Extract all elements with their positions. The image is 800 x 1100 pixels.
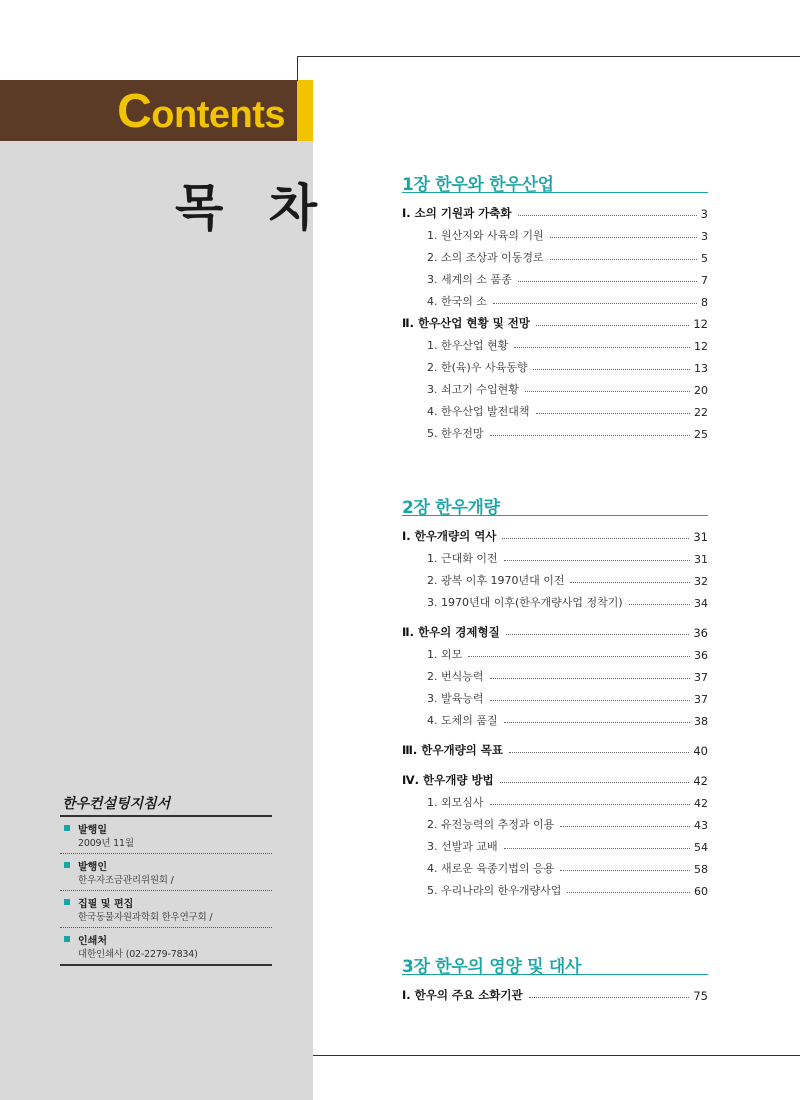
- colophon-title: 한우컨설팅지침서: [62, 796, 171, 812]
- toc-subsection-title: 3. 세계의 소 품종: [427, 273, 512, 286]
- toc-page-number: 75: [693, 989, 708, 1003]
- toc-page-number: 43: [694, 819, 708, 832]
- contents-heading: [100, 84, 285, 139]
- dot-leader: [500, 782, 690, 783]
- colophon-label: [60, 858, 272, 872]
- toc-subsection-title: 1. 외모: [427, 648, 463, 661]
- toc-section[interactable]: [402, 736, 708, 758]
- toc-page-number: 31: [693, 530, 708, 544]
- toc-chapter-3: [402, 952, 708, 1003]
- toc-subsection-title: 2. 한(육)우 사육동향: [427, 361, 528, 374]
- dot-leader: [502, 538, 689, 539]
- toc-subsection[interactable]: [402, 706, 708, 728]
- toc-page-number: 25: [694, 428, 708, 441]
- dot-leader: [490, 804, 691, 805]
- dot-leader: [504, 722, 690, 723]
- frame-left-line: [297, 56, 298, 81]
- colophon-item: [60, 817, 272, 854]
- frame-bottom-line: [313, 1055, 800, 1056]
- page-title: 목 차: [175, 179, 332, 237]
- toc-page-number: 20: [694, 384, 708, 397]
- dot-leader: [550, 237, 697, 238]
- toc-subsection[interactable]: [402, 588, 708, 610]
- toc-subsection[interactable]: [402, 331, 708, 353]
- toc-chapter-2: [402, 493, 708, 898]
- toc-page-number: 42: [693, 774, 708, 788]
- toc-page-number: 37: [694, 693, 708, 706]
- colophon-value: 한우자조금관리위원회 /: [78, 875, 174, 886]
- toc-section-title: Ⅱ. 한우의 경제형질: [402, 625, 500, 639]
- toc-subsection-title: 4. 새로운 육종기법의 응용: [427, 862, 555, 875]
- dot-leader: [533, 369, 690, 370]
- toc-section[interactable]: [402, 766, 708, 788]
- toc-subsection[interactable]: [402, 788, 708, 810]
- toc-subsection-title: 1. 외모심사: [427, 796, 484, 809]
- toc-subsection[interactable]: [402, 544, 708, 566]
- toc-section-title: Ⅱ. 한우산업 현황 및 전망: [402, 316, 530, 330]
- toc-section-title: Ⅰ. 한우의 주요 소화기관: [402, 988, 523, 1002]
- toc-subsection-title: 4. 한우산업 발전대책: [427, 405, 530, 418]
- toc-page-number: 31: [694, 553, 708, 566]
- dot-leader: [504, 560, 690, 561]
- dot-leader: [525, 391, 690, 392]
- toc-page-number: 54: [694, 841, 708, 854]
- toc-subsection[interactable]: [402, 419, 708, 441]
- toc-subsection-title: 1. 근대화 이전: [427, 552, 498, 565]
- toc-page-number: 8: [701, 296, 708, 309]
- colophon-value: 대한인쇄사 (02-2279-7834): [78, 949, 198, 960]
- toc-subsection-title: 1. 한우산업 현황: [427, 339, 509, 352]
- toc-page-number: 36: [693, 626, 708, 640]
- toc-subsection[interactable]: [402, 287, 708, 309]
- toc-subsection-title: 5. 한우전망: [427, 427, 484, 440]
- contents-accent-bar: [297, 80, 313, 141]
- colophon-item: [60, 891, 272, 928]
- dot-leader: [490, 700, 691, 701]
- toc-section[interactable]: [402, 981, 708, 1003]
- toc-subsection-title: 3. 선발과 교배: [427, 840, 498, 853]
- toc-subsection-title: 2. 번식능력: [427, 670, 484, 683]
- square-bullet-icon: [64, 825, 70, 831]
- toc-section-title: Ⅲ. 한우개량의 목표: [402, 743, 504, 757]
- toc-subsection-title: 1. 원산지와 사육의 기원: [427, 229, 544, 242]
- colophon-label-text: 인쇄처: [78, 935, 107, 947]
- colophon-label-text: 발행인: [78, 861, 107, 873]
- toc-subsection-title: 2. 소의 조상과 이동경로: [427, 251, 544, 264]
- toc-section-title: Ⅰ. 소의 기원과 가축화: [402, 206, 512, 220]
- toc-chapter-1: [402, 170, 708, 441]
- chapter-title: 1장 한우와 한우산업: [402, 170, 708, 193]
- square-bullet-icon: [64, 862, 70, 868]
- dot-leader: [560, 826, 690, 827]
- chapter-title: 2장 한우개량: [402, 493, 708, 516]
- dot-leader: [560, 870, 690, 871]
- toc-subsection-title: 3. 발육능력: [427, 692, 484, 705]
- toc-section[interactable]: [402, 618, 708, 640]
- toc-subsection[interactable]: [402, 832, 708, 854]
- dot-leader: [468, 656, 690, 657]
- toc-subsection[interactable]: [402, 854, 708, 876]
- toc-subsection[interactable]: [402, 684, 708, 706]
- square-bullet-icon: [64, 899, 70, 905]
- toc-subsection[interactable]: [402, 640, 708, 662]
- toc-page-number: 40: [693, 744, 708, 758]
- toc-page-number: 3: [701, 230, 708, 243]
- toc-page-number: 12: [693, 317, 708, 331]
- toc-page-number: 60: [694, 885, 708, 898]
- toc-subsection-title: 3. 1970년대 이후(한우개량사업 정착기): [427, 596, 623, 609]
- colophon-items: [60, 817, 272, 966]
- dot-leader: [570, 582, 690, 583]
- toc-page-number: 36: [694, 649, 708, 662]
- toc-page-number: 32: [694, 575, 708, 588]
- toc-subsection[interactable]: [402, 375, 708, 397]
- toc-subsection[interactable]: [402, 662, 708, 684]
- contents-initial: C: [117, 85, 152, 138]
- toc-subsection[interactable]: [402, 353, 708, 375]
- toc-page-number: 38: [694, 715, 708, 728]
- toc-page-number: 5: [701, 252, 708, 265]
- dot-leader: [550, 259, 697, 260]
- dot-leader: [490, 678, 691, 679]
- toc-subsection[interactable]: [402, 566, 708, 588]
- dot-leader: [518, 281, 697, 282]
- colophon-label: [60, 821, 272, 835]
- chapter-title: 3장 한우의 영양 및 대사: [402, 952, 708, 975]
- dot-leader: [506, 634, 690, 635]
- colophon: [60, 793, 272, 966]
- toc-subsection[interactable]: [402, 221, 708, 243]
- toc-subsection-title: 4. 도체의 품질: [427, 714, 498, 727]
- toc-subsection[interactable]: [402, 265, 708, 287]
- square-bullet-icon: [64, 936, 70, 942]
- toc-section-title: Ⅰ. 한우개량의 역사: [402, 529, 497, 543]
- toc-page-number: 3: [700, 207, 708, 221]
- toc-subsection[interactable]: [402, 243, 708, 265]
- toc-section[interactable]: [402, 309, 708, 331]
- dot-leader: [504, 848, 690, 849]
- dot-leader: [629, 604, 690, 605]
- toc-subsection[interactable]: [402, 876, 708, 898]
- toc-subsection-title: 2. 유전능력의 추정과 이용: [427, 818, 555, 831]
- dot-leader: [567, 892, 690, 893]
- toc-page-number: 37: [694, 671, 708, 684]
- colophon-label: [60, 895, 272, 909]
- toc-page-number: 7: [701, 274, 708, 287]
- dot-leader: [529, 997, 690, 998]
- colophon-label-text: 집필 및 편집: [78, 898, 134, 910]
- dot-leader: [509, 752, 689, 753]
- colophon-value: 한국동물자원과학회 한우연구회 /: [78, 912, 213, 923]
- toc-subsection-title: 2. 광복 이후 1970년대 이전: [427, 574, 565, 587]
- dot-leader: [493, 303, 697, 304]
- toc-page-number: 22: [694, 406, 708, 419]
- toc-section[interactable]: [402, 522, 708, 544]
- colophon-value: 2009년 11월: [78, 838, 134, 849]
- colophon-item: [60, 928, 272, 966]
- contents-rest: ontents: [151, 94, 285, 136]
- toc-page-number: 42: [694, 797, 708, 810]
- colophon-label: [60, 932, 272, 946]
- toc-page-number: 34: [694, 597, 708, 610]
- toc-section-title: Ⅳ. 한우개량 방법: [402, 773, 494, 787]
- toc-page-number: 12: [694, 340, 708, 353]
- dot-leader: [536, 413, 691, 414]
- toc-subsection-title: 5. 우리나라의 한우개량사업: [427, 884, 562, 897]
- toc-subsection[interactable]: [402, 810, 708, 832]
- dot-leader: [514, 347, 690, 348]
- colophon-label-text: 발행일: [78, 824, 107, 836]
- toc-subsection[interactable]: [402, 397, 708, 419]
- toc-page-number: 58: [694, 863, 708, 876]
- toc-page-number: 13: [694, 362, 708, 375]
- toc-section[interactable]: [402, 199, 708, 221]
- dot-leader: [518, 215, 697, 216]
- dot-leader: [490, 435, 691, 436]
- toc-subsection-title: 4. 한국의 소: [427, 295, 487, 308]
- frame-top-line: [297, 56, 800, 57]
- colophon-item: [60, 854, 272, 891]
- toc-subsection-title: 3. 쇠고기 수입현황: [427, 383, 519, 396]
- dot-leader: [536, 325, 689, 326]
